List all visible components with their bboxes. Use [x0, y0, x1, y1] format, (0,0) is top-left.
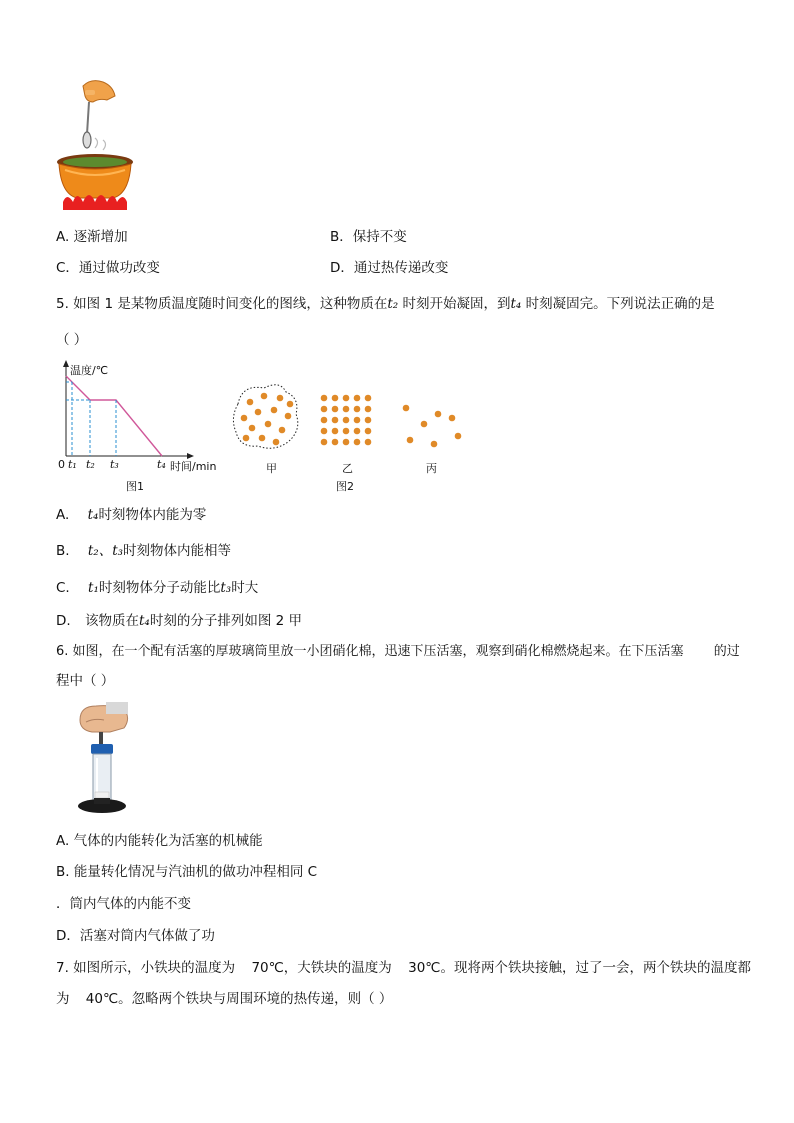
- q6-option-b: B. 能量转化情况与汽油机的做功冲程相同 C: [56, 864, 318, 880]
- q5-fig2-label-bing: 丙: [426, 462, 437, 475]
- q6-stem-tail: 的过: [713, 644, 740, 659]
- q5-option-d-var: t₄: [138, 613, 150, 629]
- q5-stem-t4: t₄: [510, 296, 522, 312]
- q6-option-c: ．筒内气体的内能不变: [56, 896, 191, 912]
- q6-stem-line1: [56, 642, 740, 662]
- q7-line2-b: 40℃。忽略两个铁块与周围环境的热传递，则（ ）: [85, 991, 393, 1007]
- q5-stem-part2: 时刻开始凝固，到: [402, 296, 511, 312]
- q5-option-a-var: t₄: [87, 507, 99, 523]
- q5-option-b-letter: B.: [56, 543, 70, 559]
- q4-option-b: B．保持不变: [330, 229, 407, 245]
- q5-option-c: [56, 578, 258, 598]
- q5-stem-part3: 时刻凝固完。下列说法正确的是: [525, 296, 715, 312]
- q5-option-d-text2: 时刻的分子排列如图 2 甲: [149, 613, 302, 629]
- q5-option-d-letter: D.: [56, 613, 71, 629]
- q5-option-c-var1: t₁: [88, 580, 99, 596]
- q4-option-a: A. 逐渐增加: [56, 229, 128, 245]
- q5-option-a: [56, 505, 206, 525]
- q5-fig1-tick-t3: t₃: [110, 458, 119, 471]
- q5-option-b-var: t₂、t₃: [87, 543, 124, 559]
- q5-fig1-tick-t4: t₄: [157, 458, 166, 471]
- q5-option-d: [56, 611, 302, 631]
- q7-line2: [56, 989, 392, 1009]
- q5-paren: （ ）: [56, 332, 88, 348]
- q5-stem: [56, 294, 715, 314]
- q5-fig2-label-yi: 乙: [342, 462, 353, 475]
- q6-option-a: A. 气体的内能转化为活塞的机械能: [56, 833, 263, 849]
- q7-line1-c: 30℃。现将两个铁块接触，过了一会，两个铁块的温度都: [408, 960, 751, 976]
- q5-option-b: [56, 541, 231, 561]
- q5-fig1-origin: 0: [58, 458, 65, 471]
- q5-option-a-letter: A.: [56, 507, 70, 523]
- q5-option-c-text2: 时大: [231, 580, 259, 596]
- q7-line1: [56, 958, 751, 978]
- q5-stem-part1: 5. 如图 1 是某物质温度随时间变化的图线，这种物质在: [56, 296, 388, 312]
- q4-option-d: D．通过热传递改变: [330, 260, 449, 276]
- q5-fig1-xlabel: 时间/min: [170, 460, 217, 473]
- q5-option-c-text1: 时刻物体分子动能比: [98, 580, 221, 596]
- q6-stem-main: 6. 如图，在一个配有活塞的厚玻璃筒里放一小团硝化棉，迅速下压活塞，观察到硝化棉燃烧起来。在下压活塞: [56, 644, 684, 659]
- q6-stem-line2: 程中（ ）: [56, 673, 115, 689]
- q5-option-c-var2: t₃: [220, 580, 232, 596]
- q5-option-a-text: 时刻物体内能为零: [98, 507, 207, 523]
- q7-line2-a: 为: [56, 991, 70, 1007]
- q5-fig1-tick-t1: t₁: [68, 458, 77, 471]
- pot-spoon-figure: [55, 76, 145, 216]
- q6-option-d: D．活塞对筒内气体做了功: [56, 928, 215, 944]
- q5-figure2: [228, 378, 468, 456]
- q5-fig2-caption: 图2: [336, 480, 354, 493]
- q5-fig2-label-jia: 甲: [266, 462, 277, 475]
- q7-line1-b: 70℃，大铁块的温度为: [251, 960, 392, 976]
- q5-option-d-text1: 该物质在: [84, 613, 139, 629]
- q4-option-c: C．通过做功改变: [56, 260, 160, 276]
- q5-fig1-caption: 图1: [126, 480, 144, 493]
- q5-stem-t2: t₂: [387, 296, 399, 312]
- q5-fig1-tick-t2: t₂: [86, 458, 95, 471]
- q6-piston-figure: [76, 702, 132, 818]
- q7-line1-a: 7. 如图所示，小铁块的温度为: [56, 960, 236, 976]
- q5-figure1: [50, 358, 250, 496]
- q5-fig1-ylabel: 温度/℃: [70, 364, 109, 377]
- q5-option-b-text: 时刻物体内能相等: [123, 543, 232, 559]
- q5-option-c-letter: C.: [56, 580, 70, 596]
